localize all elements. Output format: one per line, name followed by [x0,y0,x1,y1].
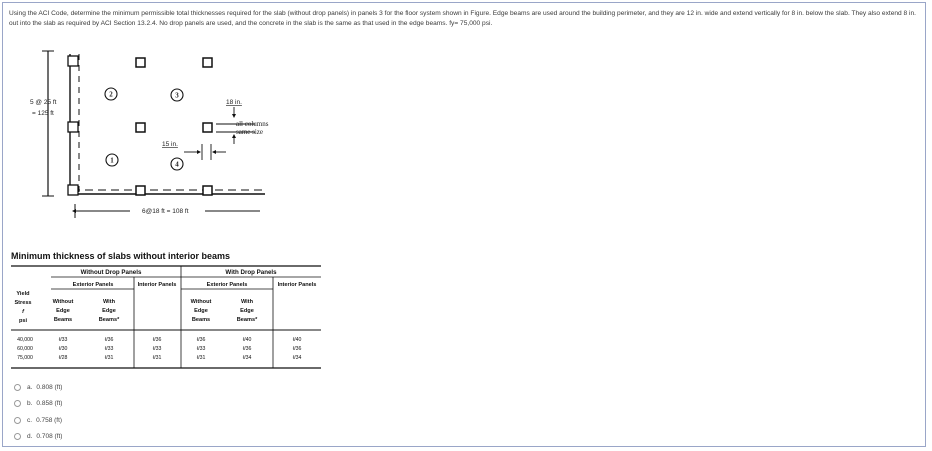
note-same-size: same size [236,128,264,136]
option-value: 0.758 (ft) [36,416,63,424]
table-cell: ℓ/31 [152,355,162,361]
without-edge-label: Edge [56,308,70,314]
column [136,123,145,132]
fy-label: f [22,309,24,315]
column [68,122,78,132]
table-title: Minimum thickness of slabs without interior beams [11,251,231,261]
column-dim-top: 18 in. [226,99,242,106]
panel-marker-4 [171,158,183,170]
column [136,58,145,67]
table-cell: ℓ/34 [242,355,252,361]
table-cell: ℓ/33 [58,337,68,343]
column [68,185,78,195]
option-d[interactable] [14,429,62,446]
radio-button[interactable] [14,433,21,440]
with-edge-label: With [102,299,116,305]
option-letter: b. [27,400,33,408]
option-b[interactable] [14,396,62,413]
option-value: 0.808 (ft) [36,383,63,391]
header-without-drop-panels: Without Drop Panels [80,269,142,276]
table-cell: ℓ/33 [196,346,206,352]
table-cell: ℓ/36 [242,346,252,352]
column [203,123,212,132]
horizontal-dim-label: 6@18 ft = 108 ft [142,208,189,215]
table-row [17,346,301,352]
panel-marker-2 [105,88,117,100]
option-letter: a. [27,383,33,391]
option-value: 0.858 (ft) [36,400,63,408]
table-cell: ℓ/36 [292,346,302,352]
with-edge-label: Beams* [236,317,258,323]
header-interior-panels: Interior Panels [137,282,177,288]
option-letter: c. [27,416,33,424]
panel-marker-3 [171,89,183,101]
table-cell: ℓ/31 [196,355,206,361]
thickness-table [11,265,323,370]
radio-button[interactable] [14,400,21,407]
option-a[interactable] [14,379,62,396]
without-edge-label: Beams [53,317,73,323]
svg-text:2: 2 [109,90,113,99]
vertical-dim-label-2: = 125 ft [32,110,54,117]
table-row [17,355,301,361]
table-cell: ℓ/40 [242,337,252,343]
column [136,186,145,195]
answer-options [14,379,62,445]
panel-marker-1 [106,154,118,166]
with-edge-label: Edge [102,308,116,314]
table-cell: ℓ/40 [292,337,302,343]
table-cell: ℓ/33 [152,346,162,352]
with-edge-label: Edge [240,308,254,314]
vertical-dim-label-1: 5 @ 25 ft [30,99,57,106]
yield-label: Yield [16,291,30,297]
svg-text:3: 3 [175,91,179,100]
header-with-drop-panels: With Drop Panels [225,269,277,276]
table-cell: ℓ/33 [104,346,114,352]
with-edge-label: Beams* [98,317,120,323]
radio-button[interactable] [14,417,21,424]
without-edge-label: Without [52,299,74,305]
floor-plan-diagram [20,46,280,226]
column [203,58,212,67]
table-row [17,337,301,343]
table-cell: ℓ/36 [104,337,114,343]
table-cell: ℓ/36 [152,337,162,343]
without-edge-label: Edge [194,308,208,314]
column [203,186,212,195]
table-cell: ℓ/28 [58,355,68,361]
header-exterior-panels: Exterior Panels [72,282,114,288]
stress-label: Stress [14,300,32,306]
column-dim-side: 15 in. [162,141,178,148]
without-edge-label: Without [190,299,212,305]
table-cell: 75,000 [17,355,33,361]
option-value: 0.708 (ft) [36,433,63,441]
svg-text:4: 4 [175,160,179,169]
question-text: Using the ACI Code, determine the minimum permissible total thicknesses required for the slab (without drop panels) in panels 3 for the floor system shown in Figure. Edge beams are used around the building perimeter, and they are 12 in. wide and extend vertically for 8 in. below the slab. They also extend 8 in. out into the slab as required by ACI Section 13.2.4. No drop panels are used, and the concrete in the slab is the same as that used in the edge beams. fy= 75,000 psi. [9,10,917,27]
header-exterior-panels: Exterior Panels [206,282,248,288]
without-edge-label: Beams [191,317,211,323]
table-cell: 60,000 [17,346,33,352]
table-cell: ℓ/31 [104,355,114,361]
with-edge-label: With [240,299,254,305]
option-c[interactable] [14,412,62,429]
svg-text:1: 1 [110,156,114,165]
psi-label: psi [18,318,28,324]
option-letter: d. [27,433,33,441]
table-cell: 40,000 [17,337,33,343]
table-cell: ℓ/34 [292,355,302,361]
note-all-columns: all columns [236,120,269,128]
radio-button[interactable] [14,384,21,391]
column [68,56,78,66]
table-cell: ℓ/30 [58,346,68,352]
header-interior-panels: Interior Panels [277,282,317,288]
table-cell: ℓ/36 [196,337,206,343]
